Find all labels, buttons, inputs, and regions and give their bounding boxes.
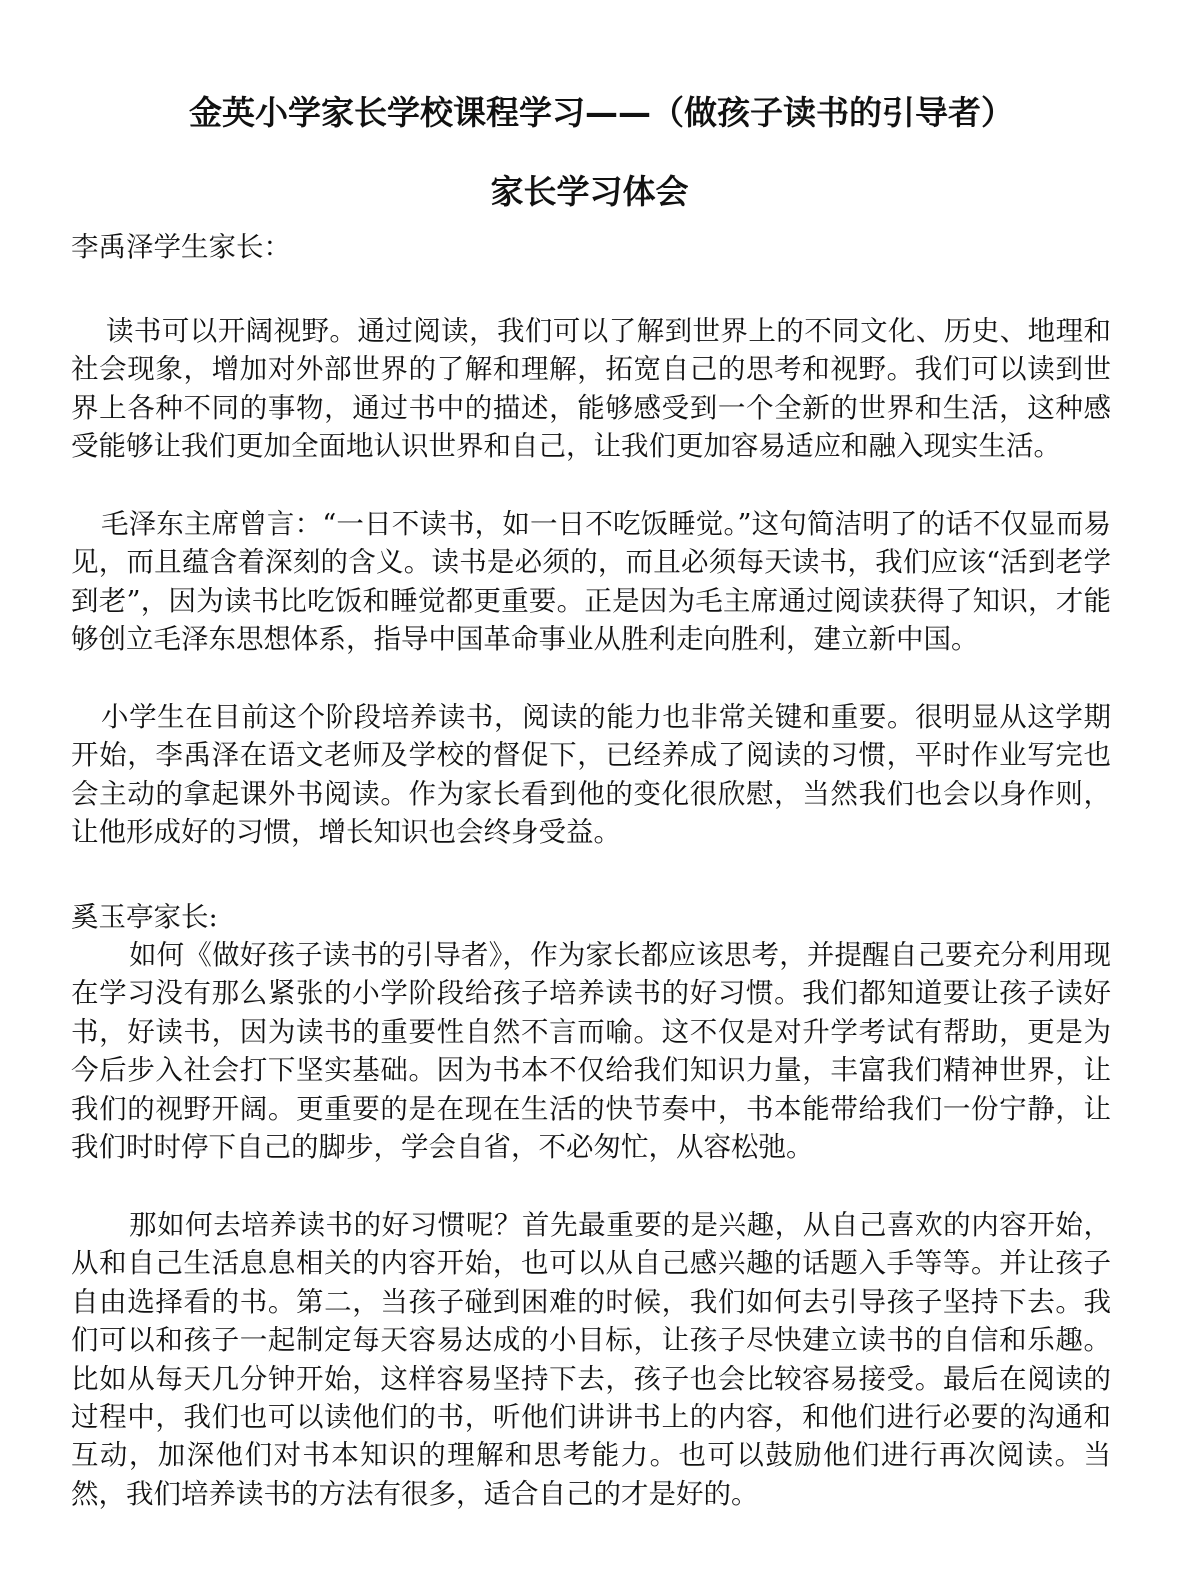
document-title: 金英小学家长学校课程学习——（做孩子读书的引导者） bbox=[189, 93, 1014, 132]
section-paragraph: 读书可以开阔视野。通过阅读，我们可以了解到世界上的不同文化、历史、地理和社会现象，增加对外部世界的了解和理解，拓宽自己的思考和视野。我们可以读到世界上各种不同的事物，通过书中的描述，能够感受到一个全新的世界和生活，这种感受能够让我们更加全面地认识世界和自己，让我们更加容易适应和融入现实生活。 bbox=[71, 315, 1111, 463]
section-paragraph: 那如何去培养读书的好习惯呢？首先最重要的是兴趣，从自己喜欢的内容开始，从和自己生活息息相关的内容开始，也可以从自己感兴趣的话题入手等等。并让孩子自由选择看的书。第二，当孩子碰到困难的时候，我们如何去引导孩子坚持下去。我们可以和孩子一起制定每天容易达成的小目标，让孩子尽快建立读书的自信和乐趣。比如从每天几分钟开始，这样容易坚持下去，孩子也会比较容易接受。最后在阅读的过程中，我们也可以读他们的书，听他们讲讲书上的内容，和他们进行必要的沟通和互动，加深他们对书本知识的理解和思考能力。也可以鼓励他们进行再次阅读。当然，我们培养读书的方法有很多，适合自己的才是好的。 bbox=[71, 1209, 1111, 1510]
document-subtitle: 家长学习体会 bbox=[490, 172, 689, 211]
section-author-label: 奚玉亭家长: bbox=[71, 901, 218, 933]
section-paragraph: 小学生在目前这个阶段培养读书，阅读的能力也非常关键和重要。很明显从这学期开始，李禹泽在语文老师及学校的督促下，已经养成了阅读的习惯，平时作业写完也会主动的拿起课外书阅读。作为家长看到他的变化很欣慰，当然我们也会以身作则，让他形成好的习惯，增长知识也会终身受益。 bbox=[71, 701, 1111, 849]
section-paragraph: 毛泽东主席曾言：“一日不读书，如一日不吃饭睡觉。”这句简洁明了的话不仅显而易见，而且蕴含着深刻的含义。读书是必须的，而且必须每天读书，我们应该“活到老学到老”，因为读书比吃饭和睡觉都更重要。正是因为毛主席通过阅读获得了知识，才能够创立毛泽东思想体系，指导中国革命事业从胜利走向胜利，建立新中国。 bbox=[71, 508, 1111, 656]
section-author-label: 李禹泽学生家长： bbox=[71, 231, 291, 263]
section-paragraph: 如何《做好孩子读书的引导者》，作为家长都应该思考，并提醒自己要充分利用现在学习没有那么紧张的小学阶段给孩子培养读书的好习惯。我们都知道要让孩子读好书，好读书，因为读书的重要性自然不言而喻。这不仅是对升学考试有帮助，更是为今后步入社会打下坚实基础。因为书本不仅给我们知识力量，丰富我们精神世界，让我们的视野开阔。更重要的是在现在生活的快节奏中，书本能带给我们一份宁静，让我们时时停下自己的脚步，学会自省，不必匆忙，从容松弛。 bbox=[71, 939, 1111, 1164]
